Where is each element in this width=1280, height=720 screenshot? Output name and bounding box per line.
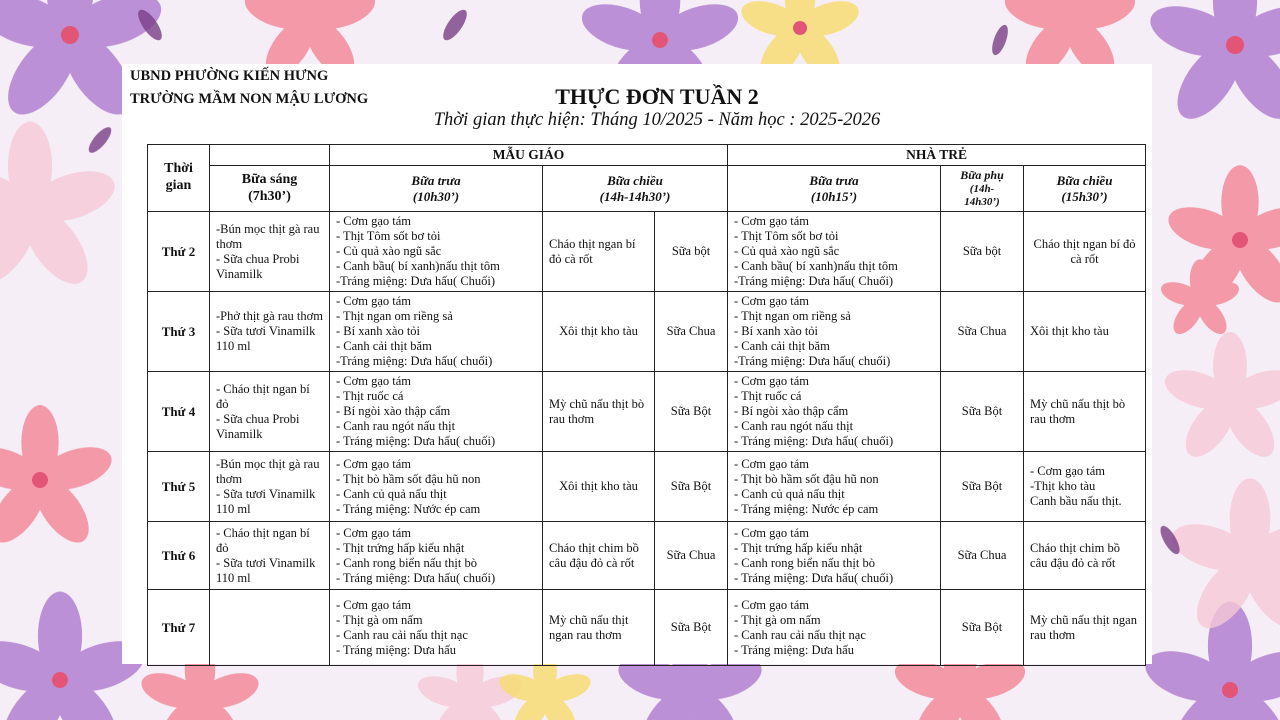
nt-lunch-line: - Thịt trứng hấp kiểu nhật: [734, 540, 863, 555]
nt-lunch-line: - Cơm gạo tám: [734, 374, 810, 389]
breakfast-line: - Sữa chua Probi Vinamilk: [216, 251, 300, 281]
nt-snack: Sữa Bột: [961, 479, 1003, 494]
nt-snack: Sữa Bột: [961, 620, 1003, 635]
menu-sheet: [122, 64, 1152, 664]
header-mg-afternoon-label: Bữa chiều: [607, 173, 663, 189]
nt-lunch-line: - Cơm gạo tám: [734, 525, 810, 540]
mg-afternoon-milk: Sữa Chua: [666, 548, 716, 563]
nt-afternoon-cell: [1024, 590, 1146, 666]
school-name: TRƯỜNG MẦM NON MẬU LƯƠNG: [130, 91, 369, 107]
nt-lunch-line: - Thịt gà om nấm: [734, 612, 821, 627]
mg-lunch-line: - Canh rong biển nấu thịt bò: [336, 555, 477, 570]
nt-lunch-line: - Thịt ngan om riềng sả: [734, 309, 851, 324]
breakfast-line: -Bún mọc thịt gà rau thơm: [216, 221, 320, 251]
day-label: Thứ 3: [161, 323, 196, 339]
page-subtitle: Thời gian thực hiện: Tháng 10/2025 - Năm học : 2025-2026: [433, 110, 881, 130]
district-name: UBND PHƯỜNG KIẾN HƯNG: [130, 68, 329, 84]
mg-afternoon-dish-cell: [543, 292, 655, 372]
mg-lunch-line: - Canh rau cải nấu thịt nạc: [336, 627, 468, 642]
nt-afternoon-dish: Xôi thịt kho tàu: [1030, 324, 1109, 339]
breakfast-line: - Cháo thịt ngan bí đỏ: [216, 381, 310, 411]
mg-afternoon-milk: Sữa Chua: [666, 324, 716, 339]
day-label: Thứ 2: [161, 243, 196, 259]
nt-lunch-line: - Canh rau cải nấu thịt nạc: [734, 627, 866, 642]
nt-lunch-cell: [728, 212, 941, 292]
table-row: [148, 590, 1146, 666]
breakfast-cell: [210, 372, 330, 452]
nt-lunch-line: - Canh bầu( bí xanh)nấu thịt tôm: [734, 259, 898, 274]
nt-lunch-cell: [728, 372, 941, 452]
mg-lunch-line: - Cơm gạo tám: [336, 214, 411, 229]
nt-lunch-cell: [728, 590, 941, 666]
mg-lunch-line: - Cơm gạo tám: [336, 374, 411, 389]
breakfast-cell: [210, 522, 330, 590]
nt-lunch-line: - Thịt Tôm sốt bơ tỏi: [734, 229, 839, 244]
mg-lunch-line: - Cơm gạo tám: [336, 456, 411, 471]
day-cell: [148, 522, 210, 590]
header-time: Thời gian: [148, 145, 210, 212]
mg-afternoon-dish-cell: [543, 590, 655, 666]
mg-lunch-cell: [330, 452, 543, 522]
header-mau-giao: MẪU GIÁO: [330, 145, 728, 166]
nt-lunch-cell: [728, 452, 941, 522]
nt-lunch-line: - Tráng miệng: Dưa hấu: [734, 642, 854, 657]
mg-lunch-line: -Tráng miệng: Dưa hấu( chuối): [336, 354, 493, 369]
nt-snack-cell: [941, 292, 1024, 372]
mg-afternoon-dish-cell: [543, 522, 655, 590]
mg-lunch-cell: [330, 590, 543, 666]
day-label: Thứ 6: [161, 547, 196, 563]
header-nt-lunch: [728, 166, 941, 212]
day-label: Thứ 4: [161, 403, 196, 419]
mg-lunch-line: - Canh bầu( bí xanh)nấu thịt tôm: [336, 259, 500, 274]
breakfast-line: - Sữa chua Probi Vinamilk: [216, 411, 300, 441]
header-nt-snack-time-1: (14h-: [969, 182, 995, 195]
mg-afternoon-dish: Mỳ chũ nấu thịt ngan rau thơm: [549, 612, 629, 642]
mg-lunch-cell: [330, 292, 543, 372]
mg-lunch-line: - Củ quả xào ngũ sắc: [336, 244, 442, 259]
header-nt-afternoon-label: Bữa chiều: [1056, 173, 1113, 189]
page-title: THỰC ĐƠN TUẦN 2: [555, 84, 759, 109]
breakfast-cell: [210, 292, 330, 372]
nt-afternoon-dish: Cháo thịt ngan bí đỏ cà rốt: [1033, 236, 1136, 266]
header-nt-afternoon-time: (15h30’): [1061, 188, 1108, 204]
mg-lunch-line: - Thịt bò hầm sốt đậu hũ non: [336, 471, 481, 486]
nt-snack-cell: [941, 372, 1024, 452]
mg-afternoon-dish: Xôi thịt kho tàu: [559, 479, 638, 494]
nt-afternoon-dish: Mỳ chũ nấu thịt bò rau thơm: [1030, 396, 1126, 426]
mg-lunch-line: - Canh cải thịt băm: [336, 339, 432, 354]
header-nt-snack: [941, 166, 1024, 212]
breakfast-line: - Sữa tươi Vinamilk 110 ml: [216, 555, 316, 585]
nt-snack: Sữa bột: [962, 244, 1002, 259]
day-label: Thứ 5: [161, 478, 196, 494]
breakfast-cell: [210, 590, 330, 666]
header-mg-lunch-time: (10h30’): [412, 188, 460, 204]
nt-lunch-line: - Thịt bò hầm sốt đậu hũ non: [734, 471, 879, 486]
mg-afternoon-dish-cell: [543, 212, 655, 292]
day-cell: [148, 590, 210, 666]
nt-lunch-line: - Tráng miệng: Dưa hấu( chuối): [734, 434, 894, 449]
header-blank: [210, 145, 330, 166]
nt-lunch-line: -Tráng miệng: Dưa hấu( Chuối): [734, 274, 894, 289]
mg-afternoon-dish: Xôi thịt kho tàu: [559, 324, 638, 339]
header-nt-lunch-time: (10h15’): [810, 188, 858, 204]
mg-lunch-line: - Canh củ quả nấu thịt: [336, 486, 447, 501]
nt-lunch-cell: [728, 522, 941, 590]
nt-snack-cell: [941, 590, 1024, 666]
header-nt-snack-label: Bữa phụ: [960, 168, 1004, 183]
nt-lunch-line: - Bí xanh xào tỏi: [734, 324, 819, 339]
mg-lunch-line: - Cơm gạo tám: [336, 525, 411, 540]
nt-afternoon-cell: [1024, 372, 1146, 452]
nt-snack: Sữa Chua: [957, 324, 1007, 339]
breakfast-line: - Sữa tươi Vinamilk 110 ml: [216, 324, 316, 354]
nt-lunch-line: - Canh rau ngót nấu thịt: [734, 419, 854, 434]
nt-afternoon-cell: [1024, 522, 1146, 590]
nt-lunch-line: - Cơm gạo tám: [734, 456, 810, 471]
nt-lunch-line: - Canh cải thịt băm: [734, 339, 830, 354]
table-row: [148, 452, 1146, 522]
table-row: [148, 292, 1146, 372]
header-nt-lunch-label: Bữa trưa: [809, 173, 859, 189]
nt-snack-cell: [941, 212, 1024, 292]
header-breakfast-label: Bữa sáng: [241, 171, 298, 187]
mg-lunch-line: - Canh rau ngót nấu thịt: [336, 419, 456, 434]
nt-snack-cell: [941, 522, 1024, 590]
nt-lunch-line: - Canh rong biển nấu thịt bò: [734, 555, 875, 570]
day-cell: [148, 292, 210, 372]
breakfast-line: - Cháo thịt ngan bí đỏ: [216, 525, 310, 555]
nt-snack: Sữa Chua: [957, 548, 1007, 563]
breakfast-line: -Bún mọc thịt gà rau thơm: [216, 456, 320, 486]
mg-afternoon-dish: Mỳ chũ nấu thịt bò rau thơm: [549, 396, 645, 426]
header-nha-tre: NHÀ TRẺ: [728, 145, 1146, 166]
mg-afternoon-milk-cell: [655, 522, 728, 590]
mg-afternoon-milk-cell: [655, 372, 728, 452]
nt-lunch-line: - Tráng miệng: Nước ép cam: [734, 501, 879, 516]
mg-afternoon-milk: Sữa bột: [671, 244, 711, 259]
mg-lunch-line: - Tráng miệng: Dưa hấu: [336, 642, 456, 657]
nt-lunch-cell: [728, 292, 941, 372]
header-mg-lunch: [330, 166, 543, 212]
nt-afternoon-cell: [1024, 212, 1146, 292]
mg-lunch-line: - Thịt ngan om riềng sả: [336, 309, 453, 324]
nt-snack-cell: [941, 452, 1024, 522]
mg-lunch-line: - Thịt Tôm sốt bơ tỏi: [336, 229, 441, 244]
nt-afternoon-cell: [1024, 452, 1146, 522]
mg-afternoon-dish: Cháo thịt chim bồ câu đậu đỏ cà rốt: [549, 540, 639, 570]
nt-afternoon-cell: [1024, 292, 1146, 372]
breakfast-cell: [210, 452, 330, 522]
breakfast-line: - Sữa tươi Vinamilk 110 ml: [216, 486, 316, 516]
header-mg-lunch-label: Bữa trưa: [411, 173, 461, 189]
mg-lunch-line: - Thịt trứng hấp kiểu nhật: [336, 540, 465, 555]
mg-afternoon-milk-cell: [655, 590, 728, 666]
nt-afternoon-dish: Cháo thịt chim bồ câu đậu đỏ cà rốt: [1030, 540, 1120, 570]
nt-afternoon-dish: Mỳ chũ nấu thịt ngan rau thơm: [1030, 612, 1137, 642]
nt-afternoon-line: -Thịt kho tàu: [1030, 479, 1096, 494]
mg-lunch-cell: [330, 212, 543, 292]
day-cell: [148, 452, 210, 522]
mg-lunch-line: -Tráng miệng: Dưa hấu( Chuối): [336, 274, 496, 289]
mg-afternoon-milk: Sữa Bột: [670, 404, 712, 419]
table-row: [148, 212, 1146, 292]
nt-afternoon-line: Canh bầu nấu thịt.: [1030, 494, 1122, 509]
nt-lunch-line: - Cơm gạo tám: [734, 294, 810, 309]
mg-lunch-line: - Bí xanh xào tỏi: [336, 324, 421, 339]
menu-body: [148, 212, 1146, 666]
mg-afternoon-milk-cell: [655, 292, 728, 372]
nt-lunch-line: - Tráng miệng: Dưa hấu( chuối): [734, 570, 894, 585]
mg-lunch-cell: [330, 522, 543, 590]
nt-lunch-line: - Cơm gạo tám: [734, 214, 810, 229]
header-nt-afternoon: [1024, 166, 1146, 212]
mg-lunch-line: - Bí ngòi xào thập cẩm: [336, 404, 451, 419]
mg-afternoon-milk-cell: [655, 212, 728, 292]
nt-lunch-line: - Cơm gạo tám: [734, 597, 810, 612]
mg-lunch-line: - Cơm gạo tám: [336, 597, 411, 612]
header-mg-afternoon-time: (14h-14h30’): [599, 188, 671, 204]
mg-lunch-line: - Tráng miệng: Nước ép cam: [336, 501, 481, 516]
mg-afternoon-milk-cell: [655, 452, 728, 522]
nt-lunch-line: - Bí ngòi xào thập cẩm: [734, 404, 849, 419]
mg-afternoon-dish: Cháo thịt ngan bí đỏ cà rốt: [549, 236, 636, 266]
nt-snack: Sữa Bột: [961, 404, 1003, 419]
weekly-menu-table: [147, 144, 1146, 666]
nt-lunch-line: -Tráng miệng: Dưa hấu( chuối): [734, 354, 891, 369]
nt-lunch-line: - Canh củ quả nấu thịt: [734, 486, 845, 501]
table-row: [148, 372, 1146, 452]
mg-afternoon-milk: Sữa Bột: [670, 620, 712, 635]
mg-lunch-cell: [330, 372, 543, 452]
header-nt-snack-time-2: 14h30’): [964, 195, 1000, 208]
nt-lunch-line: - Củ quả xào ngũ sắc: [734, 244, 840, 259]
day-cell: [148, 212, 210, 292]
mg-lunch-line: - Tráng miệng: Dưa hấu( chuối): [336, 570, 496, 585]
breakfast-cell: [210, 212, 330, 292]
header-breakfast-time: (7h30’): [248, 188, 291, 204]
mg-afternoon-dish-cell: [543, 452, 655, 522]
table-row: [148, 522, 1146, 590]
day-cell: [148, 372, 210, 452]
mg-afternoon-milk: Sữa Bột: [670, 479, 712, 494]
header-mg-afternoon: [543, 166, 728, 212]
header-breakfast: [210, 166, 330, 212]
mg-afternoon-dish-cell: [543, 372, 655, 452]
mg-lunch-line: - Tráng miệng: Dưa hấu( chuối): [336, 434, 496, 449]
mg-lunch-line: - Thịt gà om nấm: [336, 612, 423, 627]
breakfast-line: -Phở thịt gà rau thơm: [216, 309, 323, 324]
day-label: Thứ 7: [161, 619, 196, 635]
mg-lunch-line: - Thịt ruốc cá: [336, 389, 404, 404]
mg-lunch-line: - Cơm gạo tám: [336, 294, 411, 309]
nt-lunch-line: - Thịt ruốc cá: [734, 389, 802, 404]
nt-afternoon-line: - Cơm gạo tám: [1030, 464, 1106, 479]
